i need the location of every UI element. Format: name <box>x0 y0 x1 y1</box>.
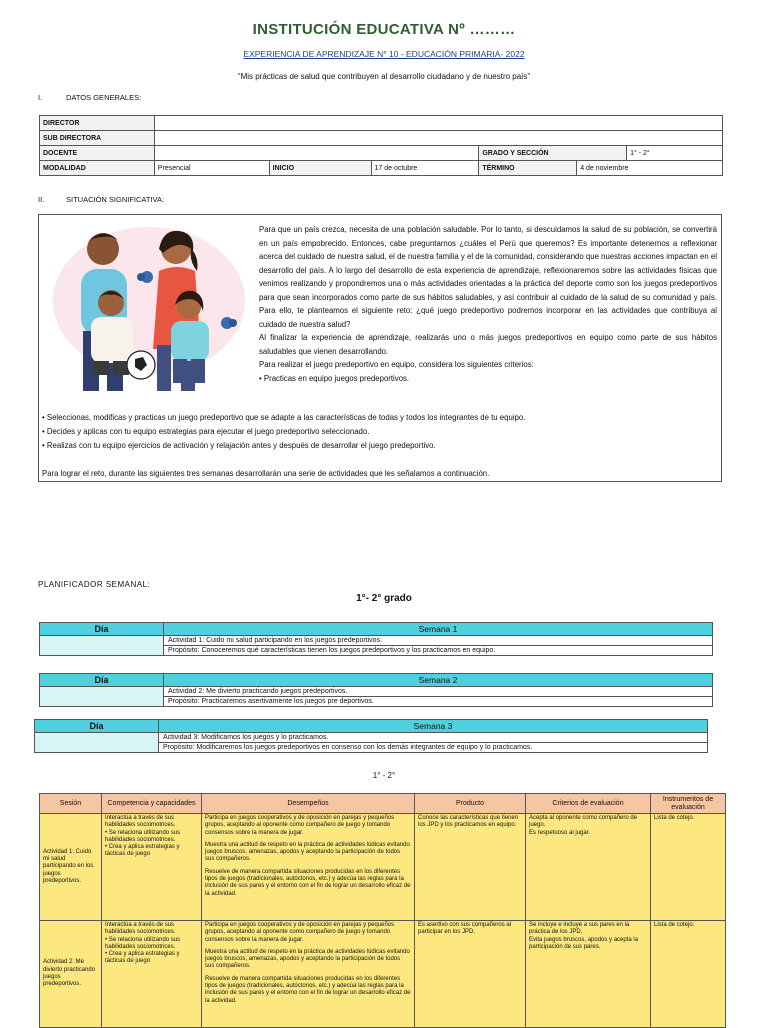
grado-label: GRADO Y SECCIÓN <box>479 146 627 161</box>
performance-cell <box>202 921 415 1028</box>
product-cell: Conoce las características que tienen los JPD y los practicamos en equipo. <box>415 814 526 921</box>
criteria-cell: Se incluye e incluye a sus pares en la práctica de los JPD. Evita juegos bruscos, apodos y acepta la participación de sus pares. <box>526 921 651 1028</box>
week-3-table <box>34 719 708 753</box>
table-row <box>35 720 708 733</box>
situation-paragraph-2: Al finalizar la experiencia de aprendizaje, realizarás uno o más juegos predeportivos en equipo como parte de sus hábitos saludables que vienen desarrollando. <box>259 333 717 356</box>
purpose-text: Propósito: Conoceremos qué características tienen los juegos predeportivos y los practicamos en equipo. <box>164 646 713 656</box>
section-title: SITUACIÓN SIGNIFICATIVA: <box>66 195 165 204</box>
header-instrumentos: Instrumentos de evaluación <box>651 794 726 814</box>
performance-cell <box>202 814 415 921</box>
week-header: Semana 3 <box>159 720 708 733</box>
activity-text: Actividad 1: Cuido mi salud participando en los juegos predeportivos. <box>164 636 713 646</box>
criteria-cell: Acepta al oponente como compañero de juego. Es respetuoso al jugar. <box>526 814 651 921</box>
table-row <box>40 636 713 646</box>
session-plan-table <box>39 793 726 1028</box>
docente-label: DOCENTE <box>40 146 155 161</box>
week-header: Semana 2 <box>164 674 713 687</box>
instrument-cell: Lista de cotejo. <box>651 921 726 1028</box>
header-desempenos: Desempeños <box>202 794 415 814</box>
product-cell: Es asertivo con sus compañeros al participar en los JPD. <box>415 921 526 1028</box>
docente-value <box>154 146 478 161</box>
situation-paragraph-1: Para que un país crezca, necesita de una población saludable. Por lo tanto, si descuidamos la salud de su población, se convertirá en un país empobrecido. Entonces, cabe preguntarnos ¿cuáles el Perú que queremos? Es importante detenernos a reflexionar acerca del cuidado de nuestra salud, el de nuestra familia y el de la comunidad, considerando que nuestras acciones impactan en el desarrollo del país. A lo largo del desarrollo de esta experiencia de aprendizaje, reflexionaremos sobre las actividades físicas que venimos realizando y propondremos una o más actividades orientadas a la práctica del deporte como son los juegos predeportivos para que sean incorporados como parte de sus hábitos saludables, y así contribuir al cuidado de la salud de su comunidad y país. Para ello, te planteamos el siguiente reto: ¿qué juego predeportivo podremos incorporar en las actividades que contribuya al cuidado de nuestra salud? <box>259 225 717 329</box>
day-header: Día <box>40 674 164 687</box>
section-number: II. <box>38 195 45 204</box>
grado-value: 1° - 2° <box>627 146 723 161</box>
activity-text: Actividad 3: Modificamos los juegos y lo practicamos. <box>159 733 708 743</box>
purpose-text: Propósito: Modificaremos los juegos predeportivos en consenso con los demás integrantes de equipo y lo practicamos. <box>159 743 708 753</box>
performance-item: Muestra una actitud de respeto en la práctica de actividades lúdicas evitando juegos bruscos, amenazas, apodos y aceptando la participación de todos sus compañeros. <box>205 841 410 863</box>
criteria-bullet-3: • Decides y aplicas con tu equipo estrategias para ejecutar el juego predeportivo seleccionado. <box>42 427 370 436</box>
table-header-row <box>40 794 726 814</box>
section-general-heading <box>38 93 141 102</box>
session-cell: Actividad 2: Me divierto practicando juegos predeportivos. <box>40 921 102 1028</box>
competence-cell: Interactúa a través de sus habilidades sociomotrices. • Se relaciona utilizando sus habilidades sociomotrices. • Crea y aplica estrategias y tácticas de juego <box>102 921 202 1028</box>
week-1-table <box>39 622 713 656</box>
situation-paragraph-3: Para realizar el juego predeportivo en equipo, considera los siguientes criterios: <box>259 360 534 369</box>
section-situation-heading <box>38 195 164 204</box>
session-cell: Actividad 1: Cuido mi salud participando en los juegos predeportivos. <box>40 814 102 921</box>
planner-grade: 1°- 2° grado <box>356 593 412 604</box>
table-row <box>40 814 726 921</box>
inicio-value: 17 de octubre <box>371 161 479 176</box>
criteria-bullet-1: • Practicas en equipo juegos predeportivos. <box>259 373 410 383</box>
table-row <box>40 623 713 636</box>
experience-quote: “Mis prácticas de salud que contribuyen al desarrollo ciudadano y de nuestro país” <box>237 72 531 81</box>
activity-text: Actividad 2: Me divierto practicando juegos predeportivos. <box>164 687 713 697</box>
termino-label: TÉRMINO <box>479 161 577 176</box>
performance-item: Participa en juegos cooperativos y de oposición en parejas y pequeños grupos, aceptando al oponente como compañero de juego y tomando consensos sobre la manera de jugar. <box>205 922 395 943</box>
instrument-cell: Lista de cotejo. <box>651 814 726 921</box>
table-row <box>40 674 713 687</box>
week-header: Semana 1 <box>164 623 713 636</box>
performance-item: Muestra una actitud de respeto en la práctica de actividades lúdicas evitando juegos bruscos, amenazas, apodos y aceptando la participación de todos sus compañeros. <box>205 948 410 970</box>
header-criterios: Criterios de evaluación <box>526 794 651 814</box>
purpose-text: Propósito: Practicaremos asertivamente los juegos pre deportivos. <box>164 697 713 707</box>
situation-closing: Para lograr el reto, durante las siguientes tres semanas desarrollarán una serie de actividades que les señalamos a continuación. <box>42 469 490 478</box>
day-cell <box>35 733 159 753</box>
table-row <box>35 733 708 743</box>
header-producto: Producto <box>415 794 526 814</box>
situation-box <box>38 214 722 482</box>
header-sesion: Sesión <box>40 794 102 814</box>
table-row <box>40 921 726 1028</box>
day-cell <box>40 636 164 656</box>
modalidad-label: MODALIDAD <box>40 161 155 176</box>
section-number: I. <box>38 93 43 102</box>
planner-title: PLANIFICADOR SEMANAL: <box>38 580 151 589</box>
section-title: DATOS GENERALES: <box>66 93 142 102</box>
performance-item: Resuelve de manera compartida situaciones producidas en los diferentes tipos de juegos (tradicionales, autóctonos, etc.) y adecúa las reglas para la inclusión de sus pares y el entorno con el fin de lograr un desarrollo eficaz de la actividad. <box>205 868 411 897</box>
table-row <box>40 146 723 161</box>
header-competencia: Competencia y capacidades <box>102 794 202 814</box>
family-exercise-illustration <box>51 219 247 397</box>
criteria-bullet-2: • Seleccionas, modificas y practicas un juego predeportivo que se adapte a las características de todas y todos los integrantes de tu equipo. <box>42 413 526 422</box>
performance-item: Resuelve de manera compartida situaciones producidas en los diferentes tipos de juegos (tradicionales, autóctonos, etc.) y adecúa las reglas para la inclusión de sus pares y el entorno con el fin de lograr un desarrollo eficaz de la actividad. <box>205 975 411 1004</box>
competence-cell: Interactúa a través de sus habilidades sociomotrices. • Se relaciona utilizando sus habilidades sociomotrices. • Crea y aplica estrategias y tácticas de juego <box>102 814 202 921</box>
week-2-table <box>39 673 713 707</box>
table-row <box>40 161 723 176</box>
inicio-label: INICIO <box>269 161 371 176</box>
subdirectora-label: SUB DIRECTORA <box>40 131 155 146</box>
experience-subtitle: EXPERIENCIA DE APRENDIZAJE N° 10 - EDUCACIÓN PRIMARIA- 2022 <box>243 49 525 59</box>
general-data-table <box>39 115 723 176</box>
table-row <box>40 687 713 697</box>
day-header: Día <box>35 720 159 733</box>
director-label: DIRECTOR <box>40 116 155 131</box>
plan-grade-label: 1° - 2° <box>372 771 396 780</box>
school-title: INSTITUCIÓN EDUCATIVA Nº ……… <box>252 21 516 38</box>
termino-value: 4 de noviembre <box>577 161 723 176</box>
subdirectora-value <box>154 131 722 146</box>
day-header: Día <box>40 623 164 636</box>
modalidad-value: Presencial <box>154 161 269 176</box>
table-row <box>40 116 723 131</box>
director-value <box>154 116 722 131</box>
day-cell <box>40 687 164 707</box>
performance-item: Participa en juegos cooperativos y de oposición en parejas y pequeños grupos, aceptando al oponente como compañero de juego y tomando consensos sobre la manera de jugar. <box>205 815 395 836</box>
table-row <box>40 131 723 146</box>
criteria-bullet-4: • Realizas con tu equipo ejercicios de activación y relajación antes y después de desarrollar el juego predeportivo. <box>42 441 436 450</box>
